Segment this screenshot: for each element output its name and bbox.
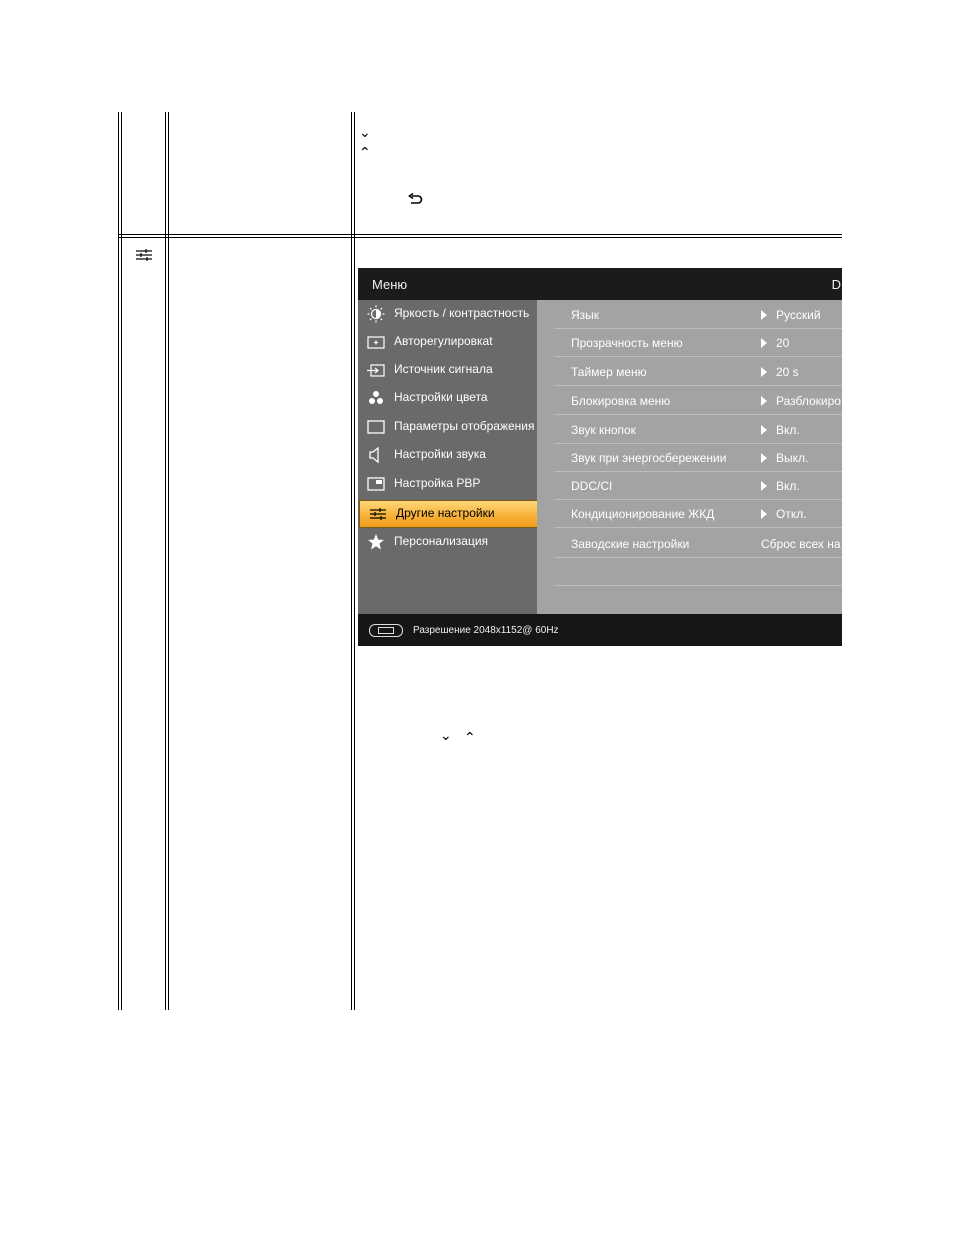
setting-value: Выкл. [776, 451, 809, 465]
pbp-icon [367, 475, 385, 493]
brightness-icon [367, 305, 385, 323]
osd-menu-item-other-settings[interactable] [359, 500, 538, 528]
chevron-up-icon: ⌃ [464, 730, 476, 746]
setting-label: Заводские настройки [571, 537, 690, 551]
osd-footer [358, 614, 842, 646]
display-settings-icon [367, 418, 385, 436]
table-column-divider-1b [168, 112, 169, 1010]
setting-value: Вкл. [776, 423, 800, 437]
table-column-divider-2b [354, 112, 355, 1010]
setting-value: Откл. [776, 507, 807, 521]
arrow-right-icon [761, 481, 767, 491]
osd-menu-item-label: Источник сигнала [394, 362, 493, 376]
osd-menu-item-color[interactable] [358, 385, 537, 411]
chevron-down-icon: ⌄ [440, 728, 452, 744]
back-icon [407, 193, 423, 207]
other-settings-icon [135, 248, 153, 262]
table-column-divider-1 [165, 112, 166, 1010]
osd-menu-item-label: Яркость / контрастность [394, 306, 530, 320]
osd-menu-item-label: Настройка PBP [394, 476, 481, 490]
chevron-down-icon: ⌄ [359, 125, 371, 141]
chevron-up-icon: ⌃ [359, 145, 371, 161]
input-source-icon [367, 361, 385, 379]
setting-label: Блокировка меню [571, 394, 671, 408]
setting-value: 20 [776, 336, 790, 350]
osd-settings-panel [537, 300, 842, 614]
other-settings-icon [369, 505, 387, 523]
setting-row-language[interactable] [555, 300, 842, 329]
setting-label: Язык [571, 308, 600, 322]
osd-menu-item-label: Другие настройки [396, 506, 495, 520]
osd-menu-item-auto-adjust[interactable] [358, 329, 537, 355]
osd-title-brand: D [831, 277, 841, 292]
setting-value: Разблокиро [776, 394, 841, 408]
arrow-right-icon [761, 396, 767, 406]
vga-connector-icon [369, 624, 403, 637]
osd-title: Меню [372, 277, 408, 292]
color-settings-icon [367, 389, 385, 407]
star-icon [367, 533, 385, 551]
osd-menu-item-label: Персонализация [394, 534, 489, 548]
setting-value: Сброс всех на [761, 537, 841, 551]
arrow-right-icon [761, 310, 767, 320]
osd-menu-item-label: Настройки цвета [394, 390, 488, 404]
osd-menu-item-label: Параметры отображения [394, 419, 535, 433]
setting-label: Прозрачность меню [571, 336, 683, 350]
speaker-icon [367, 446, 385, 464]
table-border-left [118, 112, 119, 1010]
osd-menu-item-audio[interactable] [358, 442, 537, 468]
arrow-right-icon [761, 425, 767, 435]
arrow-right-icon [761, 367, 767, 377]
setting-row-empty [555, 557, 842, 586]
setting-value: 20 s [776, 365, 799, 379]
table-column-divider-2 [351, 112, 352, 1010]
osd-screenshot [358, 268, 842, 646]
setting-value: Вкл. [776, 479, 800, 493]
setting-row-lcd-conditioning[interactable] [555, 499, 842, 528]
arrow-right-icon [761, 453, 767, 463]
setting-row-factory-reset[interactable] [555, 529, 842, 558]
osd-menu-item-brightness[interactable] [358, 301, 537, 327]
arrow-right-icon [761, 509, 767, 519]
setting-label: Звук при энергосбережении [571, 451, 727, 465]
setting-row-button-sound[interactable] [555, 415, 842, 444]
osd-menu-item-label: Авторегулировкаt [394, 334, 493, 348]
osd-menu-item-display[interactable] [358, 414, 537, 440]
setting-label: Кондиционирование ЖКД [571, 507, 715, 521]
setting-label: DDC/CI [571, 479, 613, 493]
setting-row-menu-lock[interactable] [555, 386, 842, 415]
auto-adjust-icon [367, 333, 385, 351]
table-row-divider-b [118, 237, 842, 238]
setting-row-menu-timer[interactable] [555, 357, 842, 386]
setting-row-menu-transparency[interactable] [555, 328, 842, 357]
table-row-divider [118, 234, 842, 235]
setting-row-power-save-sound[interactable] [555, 443, 842, 472]
setting-row-ddc-ci[interactable] [555, 471, 842, 500]
osd-menu-panel [358, 300, 537, 614]
arrow-right-icon [761, 338, 767, 348]
osd-menu-item-personalize[interactable] [358, 529, 537, 555]
osd-menu-item-pbp[interactable] [358, 471, 537, 497]
osd-menu-item-label: Настройки звука [394, 447, 486, 461]
table-border-left-inner [121, 112, 122, 1010]
setting-value: Русский [776, 308, 821, 322]
osd-menu-item-input-source[interactable] [358, 357, 537, 383]
setting-label: Таймер меню [571, 365, 647, 379]
setting-label: Звук кнопок [571, 423, 636, 437]
resolution-text: Разрешение 2048x1152@ 60Hz [413, 625, 559, 636]
